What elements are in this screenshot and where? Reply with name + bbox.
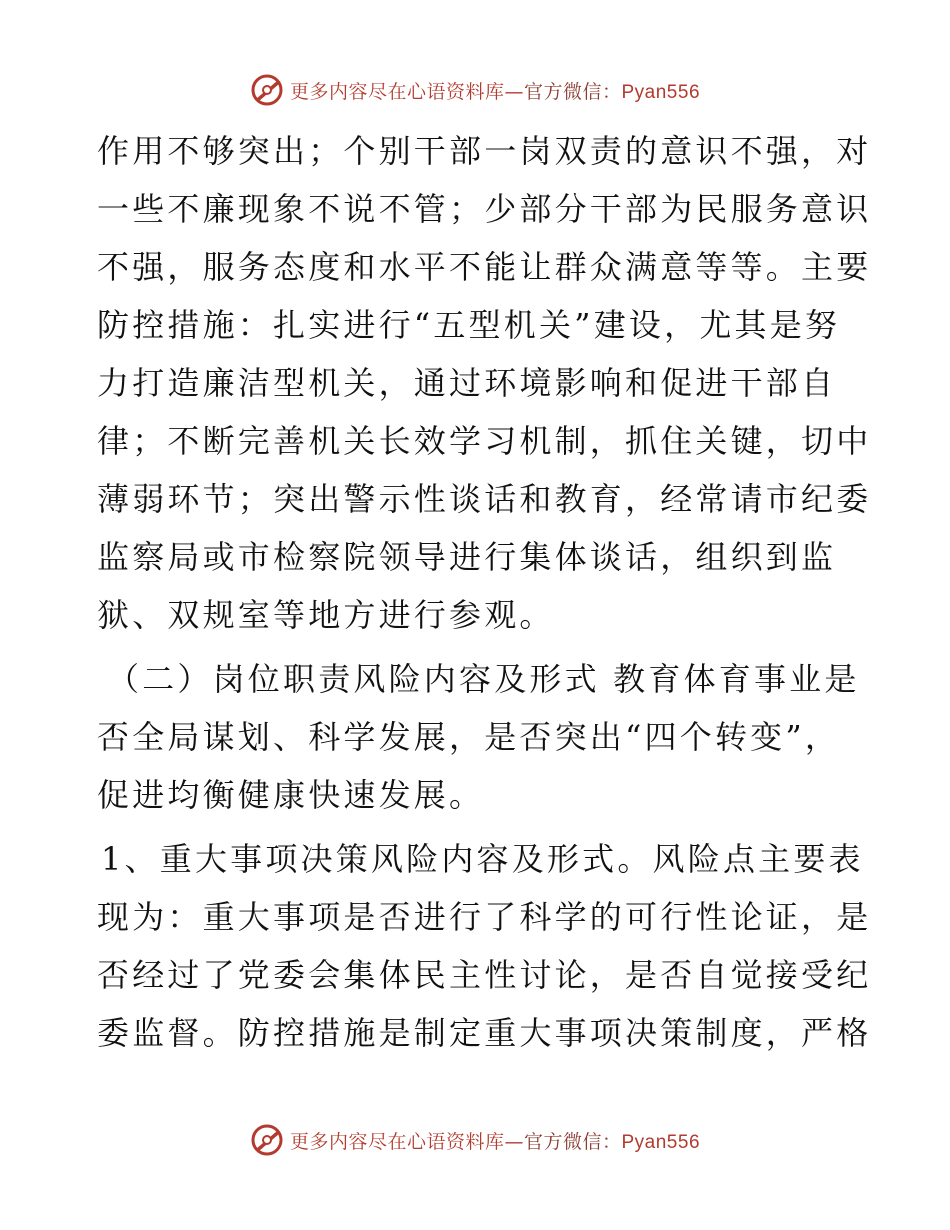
paragraph-3 [97, 830, 872, 1062]
watermark-site: 更多内容尽在心语资料库 [289, 1130, 505, 1153]
text-line: 现为：重大事项是否进行了科学的可行性论证，是 [97, 898, 872, 936]
text-line: 促进均衡健康快速发展。 [97, 776, 485, 814]
watermark-dash: — [504, 80, 524, 103]
text-line: 薄弱环节；突出警示性谈话和教育，经常请市纪委 [97, 480, 872, 518]
watermark-wechat-id: Pyan556 [621, 81, 701, 103]
text-line: 委监督。防控措施是制定重大事项决策制度，严格 [97, 1014, 872, 1052]
paragraph-1 [97, 122, 872, 644]
header-watermark [0, 70, 950, 110]
text-line: 一些不廉现象不说不管；少部分干部为民服务意识 [97, 190, 872, 228]
pen-logo-icon [250, 1123, 284, 1157]
text-line: 监察局或市检察院领导进行集体谈话，组织到监 [97, 538, 837, 576]
document-body [97, 122, 872, 1062]
text-line: 否全局谋划、科学发展，是否突出“四个转变”， [97, 718, 841, 756]
text-line: 作用不够突出；个别干部一岗双责的意识不强，对 [97, 132, 872, 170]
footer-watermark [0, 1120, 950, 1160]
watermark-dash: — [504, 1130, 524, 1153]
text-line: 不强，服务态度和水平不能让群众满意等等。主要 [97, 248, 872, 286]
watermark-wechat-label: 官方微信： [523, 80, 622, 103]
numbered-item-line: 1、重大事项决策风险内容及形式。风险点主要表 [101, 840, 864, 878]
text-line: 力打造廉洁型机关，通过环境影响和促进干部自 [97, 364, 837, 402]
section-heading-line: （二）岗位职责风险内容及形式 教育体育事业是 [107, 660, 860, 698]
paragraph-2 [97, 650, 860, 824]
text-line: 否经过了党委会集体民主性讨论，是否自觉接受纪 [97, 956, 872, 994]
text-line: 狱、双规室等地方进行参观。 [97, 596, 555, 634]
watermark-wechat-id: Pyan556 [621, 1131, 701, 1153]
text-line: 防控措施：扎实进行“五型机关”建设，尤其是努 [97, 306, 841, 344]
watermark-site: 更多内容尽在心语资料库 [289, 80, 505, 103]
watermark-text [290, 77, 700, 104]
watermark-text [290, 1127, 700, 1154]
pen-logo-icon [250, 73, 284, 107]
watermark-wechat-label: 官方微信： [523, 1130, 622, 1153]
text-line: 律；不断完善机关长效学习机制，抓住关键，切中 [97, 422, 872, 460]
